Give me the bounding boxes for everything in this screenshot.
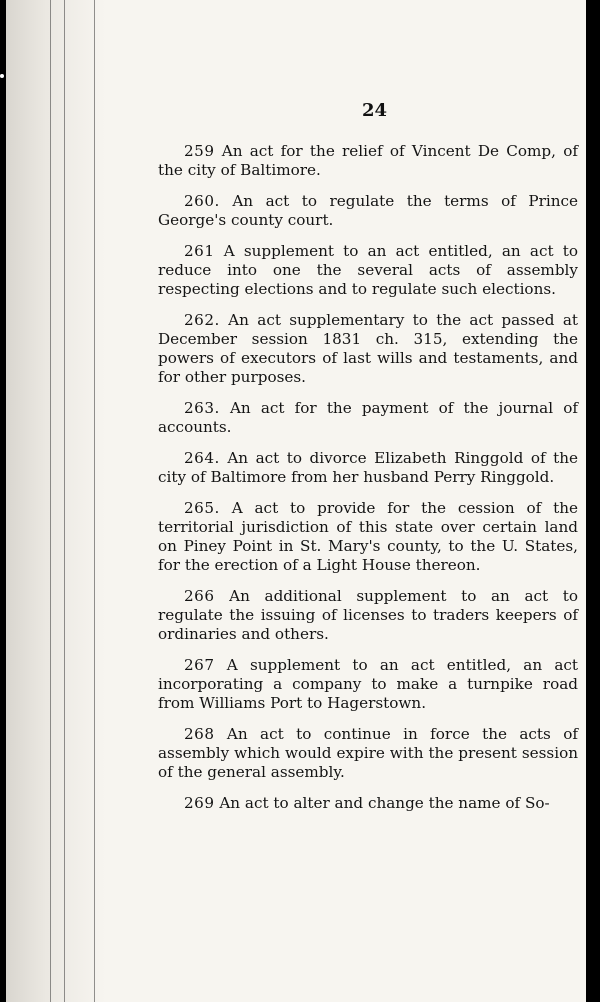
act-text: An act to continue in force the acts of assembly which would expire with the present session of the general assembly. — [158, 725, 578, 781]
act-entry — [158, 399, 578, 437]
act-entry — [158, 587, 578, 644]
act-text: An act for the relief of Vincent De Comp, of the city of Baltimore. — [158, 142, 578, 179]
act-number: 264. — [184, 449, 220, 467]
act-entry — [158, 242, 578, 299]
act-text: An act for the payment of the journal of accounts. — [158, 399, 578, 436]
act-text: A supplement to an act entitled, an act to reduce into one the several acts of assembly respecting elections and to regulate such elections. — [158, 242, 578, 298]
act-number: 261 — [184, 242, 215, 260]
act-text: A act to provide for the cession of the territorial jurisdiction of this state over certain land on Piney Point in St. Mary's county, to the U. States, for the erection of a Light House thereon. — [158, 499, 579, 574]
act-entry — [158, 311, 578, 387]
act-number: 265. — [184, 499, 220, 517]
act-entry — [158, 142, 578, 180]
gutter-line — [50, 0, 51, 1002]
act-text: An act to alter and change the name of So- — [219, 794, 550, 812]
act-text: An act to divorce Elizabeth Ringgold of the city of Baltimore from her husband Perry Ringgold. — [158, 449, 578, 486]
act-number: 259 — [184, 142, 215, 160]
act-entry — [158, 449, 578, 487]
act-number: 262. — [184, 311, 220, 329]
act-list — [158, 142, 578, 825]
gutter-line — [64, 0, 65, 1002]
act-number: 267 — [184, 656, 215, 674]
act-entry — [158, 656, 578, 713]
act-number: 269 — [184, 794, 215, 812]
act-number: 268 — [184, 725, 215, 743]
act-text: A supplement to an act entitled, an act incorporating a company to make a turnpike road from Williams Port to Hagerstown. — [158, 656, 579, 712]
act-number: 266 — [184, 587, 215, 605]
act-text: An act to regulate the terms of Prince George's county court. — [158, 192, 578, 229]
act-text: An act supplementary to the act passed at December session 1831 ch. 315, extending the powers of executors of last wills and testaments, and for other purposes. — [158, 311, 578, 386]
act-entry — [158, 499, 578, 575]
binding-gutter — [6, 0, 106, 1002]
gutter-line — [94, 0, 95, 1002]
act-number: 260. — [184, 192, 220, 210]
act-entry — [158, 725, 578, 782]
page-number: 24 — [362, 100, 388, 121]
act-number: 263. — [184, 399, 220, 417]
document-page — [6, 0, 586, 1002]
act-entry — [158, 794, 578, 813]
act-text: An additional supplement to an act to regulate the issuing of licenses to traders keepers of ordinaries and others. — [158, 587, 578, 643]
margin-speck — [0, 74, 4, 78]
act-entry — [158, 192, 578, 230]
